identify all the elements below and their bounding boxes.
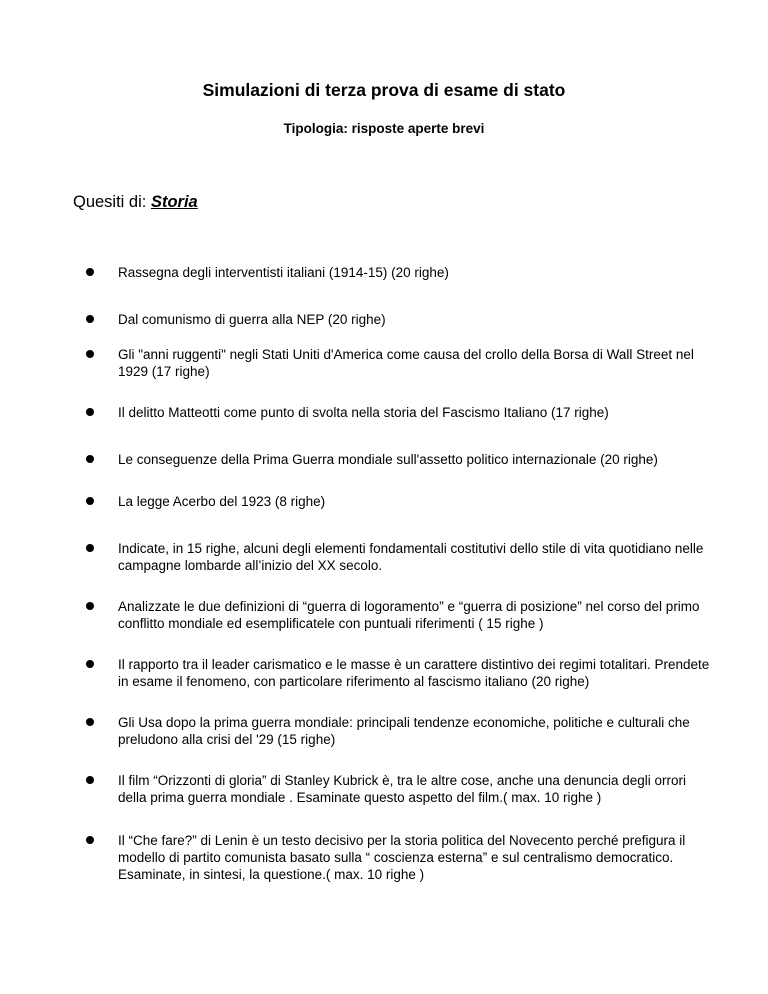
- section-subject: Storia: [150, 193, 198, 211]
- question-item: Le conseguenze della Prima Guerra mondiale sull'assetto politico internazionale (20 righe): [118, 452, 658, 467]
- bullet-icon: [86, 836, 94, 844]
- section-heading: [73, 193, 198, 212]
- bullet-icon: [86, 350, 94, 358]
- page-title: Simulazioni di terza prova di esame di stato: [202, 80, 566, 100]
- bullet-icon: [86, 497, 94, 505]
- question-item: Rassegna degli interventisti italiani (1914-15) (20 righe): [118, 265, 449, 280]
- question-item: Il film “Orizzonti di gloria” di Stanley Kubrick è, tra le altre cose, anche una denuncia degli orrori della prima guerra mondiale . Esaminate questo aspetto del film.( max. 10 righe ): [118, 773, 687, 805]
- bullet-icon: [86, 602, 94, 610]
- question-item: Gli Usa dopo la prima guerra mondiale: principali tendenze economiche, politiche e culturali che preludono alla crisi del '29 (15 righe): [118, 715, 690, 747]
- question-item: Il delitto Matteotti come punto di svolta nella storia del Fascismo Italiano (17 righe): [118, 405, 609, 420]
- question-item: Dal comunismo di guerra alla NEP (20 righe): [118, 312, 386, 327]
- question-item: Gli "anni ruggenti" negli Stati Uniti d'America come causa del crollo della Borsa di Wall Street nel 1929 (17 righe): [118, 347, 694, 379]
- page-subtitle: Tipologia: risposte aperte brevi: [283, 121, 485, 136]
- section-prefix: Quesiti di:: [73, 193, 147, 211]
- bullet-icon: [86, 315, 94, 323]
- question-item: La legge Acerbo del 1923 (8 righe): [118, 494, 326, 509]
- bullet-icon: [86, 718, 94, 726]
- bullet-icon: [86, 544, 94, 552]
- question-item: Il “Che fare?” di Lenin è un testo decisivo per la storia politica del Novecento perché prefigura il modello di partito comunista basato sulla “ coscienza esterna” e sul centralismo democratico. Esaminate, in sintesi, la questione.( max. 10 righe ): [118, 833, 686, 882]
- bullet-icon: [86, 776, 94, 784]
- bullet-icon: [86, 660, 94, 668]
- question-item: Analizzate le due definizioni di “guerra di logoramento” e “guerra di posizione” nel corso del primo conflitto mondiale ed esemplificatele con puntuali riferimenti ( 15 righe ): [118, 599, 700, 631]
- question-item: Il rapporto tra il leader carismatico e le masse è un carattere distintivo dei regimi totalitari. Prendete in esame il fenomeno, con particolare riferimento al fascismo italiano (20 righe): [118, 657, 710, 689]
- bullet-icon: [86, 455, 94, 463]
- bullet-icon: [86, 408, 94, 416]
- bullet-icon: [86, 268, 94, 276]
- question-item: Indicate, in 15 righe, alcuni degli elementi fondamentali costitutivi dello stile di vita quotidiano nelle campagne lombarde all’inizio del XX secolo.: [118, 541, 704, 573]
